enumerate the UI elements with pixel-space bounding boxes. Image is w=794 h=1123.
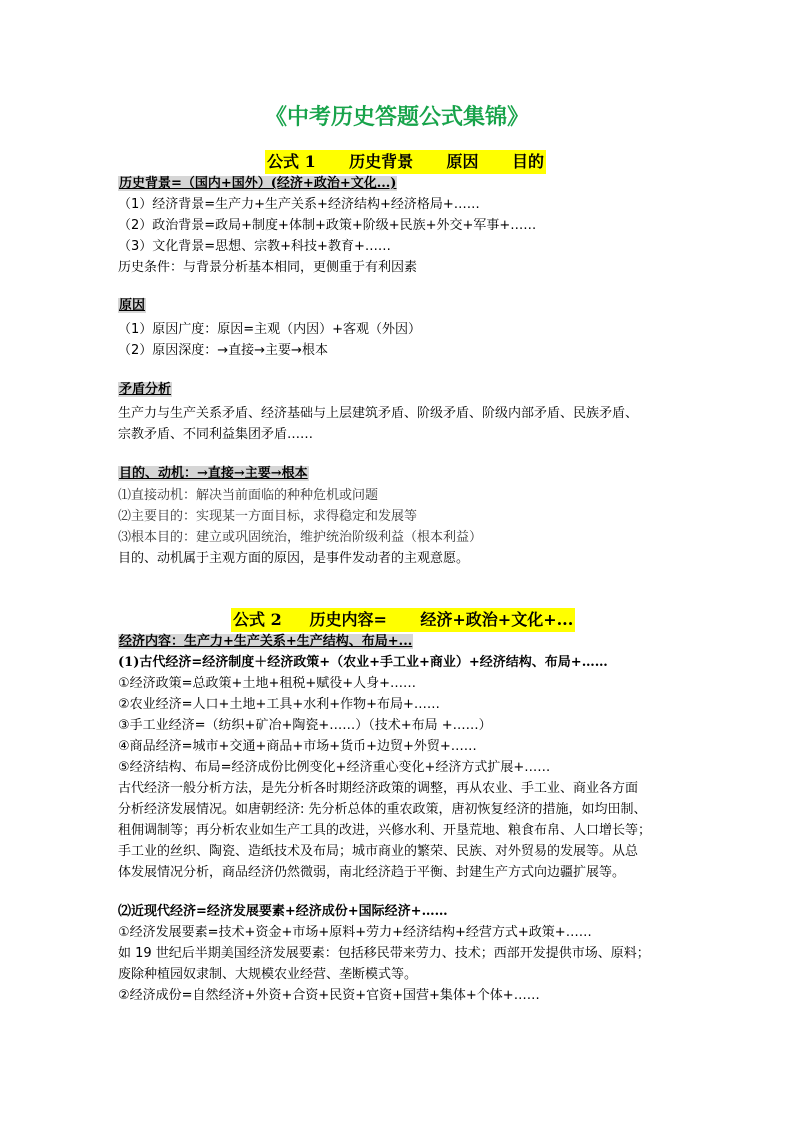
economy-subtitle: 经济内容：生产力+生产关系+生产结构、布局+... [119, 634, 413, 649]
modern-example-line-2: 废除种植园奴隶制、大规模农业经营、垄断模式等。 [118, 967, 418, 982]
modern-item-1: ①经济发展要素=技术+资金+市场+原料+劳力+经济结构+经营方式+政策+…… [118, 925, 592, 940]
ancient-item-5: ⑤经济结构、布局=经济成份比例变化+经济重心变化+经济方式扩展+…… [118, 760, 551, 775]
goal-item-2: ⑵主要目的：实现某一方面目标，求得稳定和发展等 [118, 509, 418, 524]
ancient-economy-title: (1)古代经济=经济制度＋经济政策+（农业+手工业+商业）+经济结构、布局+…… [118, 655, 608, 670]
conflict-text-1: 生产力与生产关系矛盾、经济基础与上层建筑矛盾、阶级矛盾、阶级内部矛盾、民族矛盾、 [118, 406, 639, 421]
goal-item-1: ⑴直接动机：解决当前面临的种种危机或问题 [118, 488, 379, 503]
modern-economy-title: ⑵近现代经济=经济发展要素+经济成份+国际经济+…… [118, 904, 448, 919]
conflict-text-2: 宗教矛盾、不同利益集团矛盾…… [118, 427, 314, 442]
goal-note: 目的、动机属于主观方面的原因，是事件发动者的主观意愿。 [118, 551, 470, 566]
modern-example-line-1: 如 19 世纪后半期美国经济发展要素：包括移民带来劳力、技术；西部开发提供市场、原料； [118, 946, 650, 961]
goal-subtitle: 目的、动机：→直接→主要→根本 [119, 466, 308, 481]
analysis-paragraph-line-2: 分析经济发展情况。如唐朝经济: 先分析总体的重农政策，唐初恢复经济的措施，如均田制、 [118, 802, 647, 817]
modern-item-2: ②经济成份=自然经济+外资+合资+民资+官资+国营+集体+个体+…… [118, 988, 540, 1003]
background-item-2: （2）政治背景=政局+制度+体制+政策+阶级+民族+外交+军事+…… [118, 218, 537, 233]
historical-conditions: 历史条件：与背景分析基本相同，更侧重于有利因素 [118, 260, 418, 275]
analysis-paragraph-line-1: 古代经济一般分析方法，是先分析各时期经济政策的调整，再从农业、手工业、商业各方面 [118, 781, 639, 796]
reason-item-1: （1）原因广度：原因=主观（内因）+客观（外因） [118, 322, 422, 337]
reason-item-2: （2）原因深度：→直接→主要→根本 [118, 343, 328, 358]
ancient-item-3: ③手工业经济=（纺织+矿冶+陶瓷+……）（技术+布局 +……） [118, 718, 492, 733]
ancient-item-2: ②农业经济=人口+土地+工具+水利+作物+布局+…… [118, 697, 440, 712]
ancient-item-1: ①经济政策=总政策+土地+租税+赋役+人身+…… [118, 676, 417, 691]
analysis-paragraph-line-5: 体发展情况分析，商品经济仍然微弱，南北经济趋于平衡、封建生产方式向边疆扩展等。 [118, 865, 626, 880]
section-1-heading: 公式 1 历史背景 原因 目的 [265, 150, 546, 174]
background-subtitle: 历史背景=（国内+国外）(经济+政治+文化...) [119, 176, 397, 191]
section-2-heading: 公式 2 历史内容= 经济+政治+文化+... [231, 608, 575, 632]
background-item-1: （1）经济背景=生产力+生产关系+经济结构+经济格局+…… [118, 197, 480, 212]
analysis-paragraph-line-4: 手工业的丝织、陶瓷、造纸技术及布局；城市商业的繁荣、民族、对外贸易的发展等。从总 [118, 844, 639, 859]
analysis-paragraph-line-3: 租佣调制等；再分析农业如生产工具的改进，兴修水利、开垦荒地、粮食布帛、人口增长等； [118, 823, 652, 838]
reason-subtitle: 原因 [119, 298, 146, 313]
goal-item-3: ⑶根本目的：建立或巩固统治，维护统治阶级利益（根本利益） [118, 530, 483, 545]
ancient-item-4: ④商品经济=城市+交通+商品+市场+货币+边贸+外贸+…… [118, 739, 477, 754]
conflict-subtitle: 矛盾分析 [119, 382, 172, 397]
background-item-3: （3）文化背景=思想、宗教+科技+教育+…… [118, 239, 391, 254]
page-title: 《中考历史答题公式集锦》 [264, 105, 529, 130]
